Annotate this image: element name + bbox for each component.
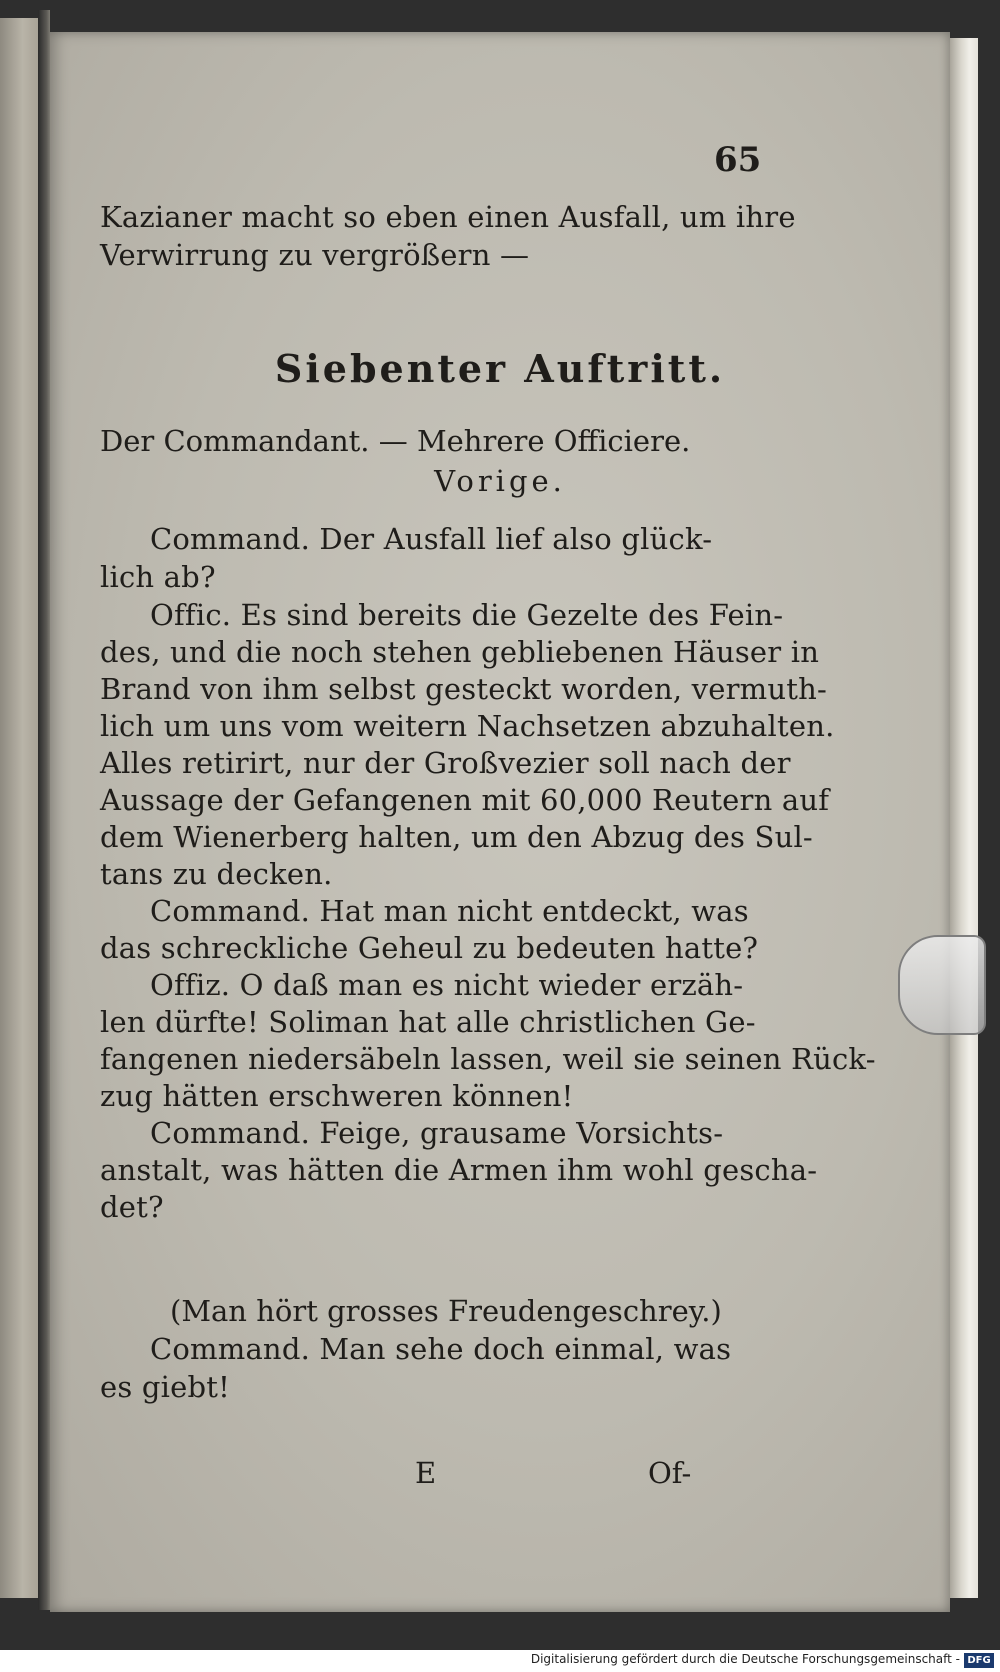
text-line: lich ab? [100, 560, 216, 594]
scene-heading: Siebenter Auftritt. [274, 346, 726, 391]
book-gutter [38, 10, 50, 1610]
text-line: Offic. Es sind bereits die Gezelte des Fein- [150, 598, 784, 632]
text-line: Command. Feige, grausame Vorsichts- [150, 1116, 724, 1150]
text-line: Command. Hat man nicht entdeckt, was [150, 894, 749, 928]
page-number: 65 [714, 140, 762, 180]
text-line: Command. Man sehe doch einmal, was [150, 1332, 732, 1366]
previous-page-edge [0, 18, 38, 1598]
cast-list-continued: Vorige. [434, 464, 566, 498]
text-line: tans zu decken. [100, 857, 333, 891]
text-line: zug hätten erschweren können! [100, 1079, 574, 1113]
text-line: des, und die noch stehen gebliebenen Häuser in [100, 635, 820, 669]
text-line: lich um uns vom weitern Nachsetzen abzuhalten. [100, 709, 835, 743]
text-line: Aussage der Gefangenen mit 60,000 Reutern auf [100, 783, 830, 817]
signature-mark: E [415, 1456, 437, 1490]
footer-bar [0, 1650, 1000, 1672]
text-line: es giebt! [100, 1370, 230, 1404]
text-line: das schreckliche Geheul zu bedeuten hatte? [100, 931, 759, 965]
catchword: Of- [648, 1456, 692, 1490]
text-line: dem Wienerberg halten, um den Abzug des Sul- [100, 820, 813, 854]
text-line: len dürfte! Soliman hat alle christlichen Ge- [100, 1005, 756, 1039]
text-line: Offiz. O daß man es nicht wieder erzäh- [150, 968, 744, 1002]
text-line: det? [100, 1190, 164, 1224]
text-line: Brand von ihm selbst gesteckt worden, vermuth- [100, 672, 827, 706]
stage-direction: (Man hört grosses Freudengeschrey.) [170, 1294, 722, 1328]
footer-credit: Digitalisierung gefördert durch die Deutsche Forschungsgemeinschaft - [530, 1652, 960, 1666]
page-edge-stack [950, 38, 978, 1598]
text-line: Command. Der Ausfall lief also glück- [150, 522, 713, 556]
cast-list: Der Commandant. — Mehrere Officiere. [100, 424, 691, 458]
text-line: Kazianer macht so eben einen Ausfall, um ihre [100, 200, 796, 234]
text-line: fangenen niedersäbeln lassen, weil sie seinen Rück- [100, 1042, 876, 1076]
text-line: Verwirrung zu vergrößern — [100, 238, 530, 272]
dfg-logo: DFG [964, 1653, 994, 1668]
text-line: anstalt, was hätten die Armen ihm wohl gescha- [100, 1153, 818, 1187]
text-line: Alles retirirt, nur der Großvezier soll nach der [100, 746, 791, 780]
page-text [50, 32, 950, 1612]
